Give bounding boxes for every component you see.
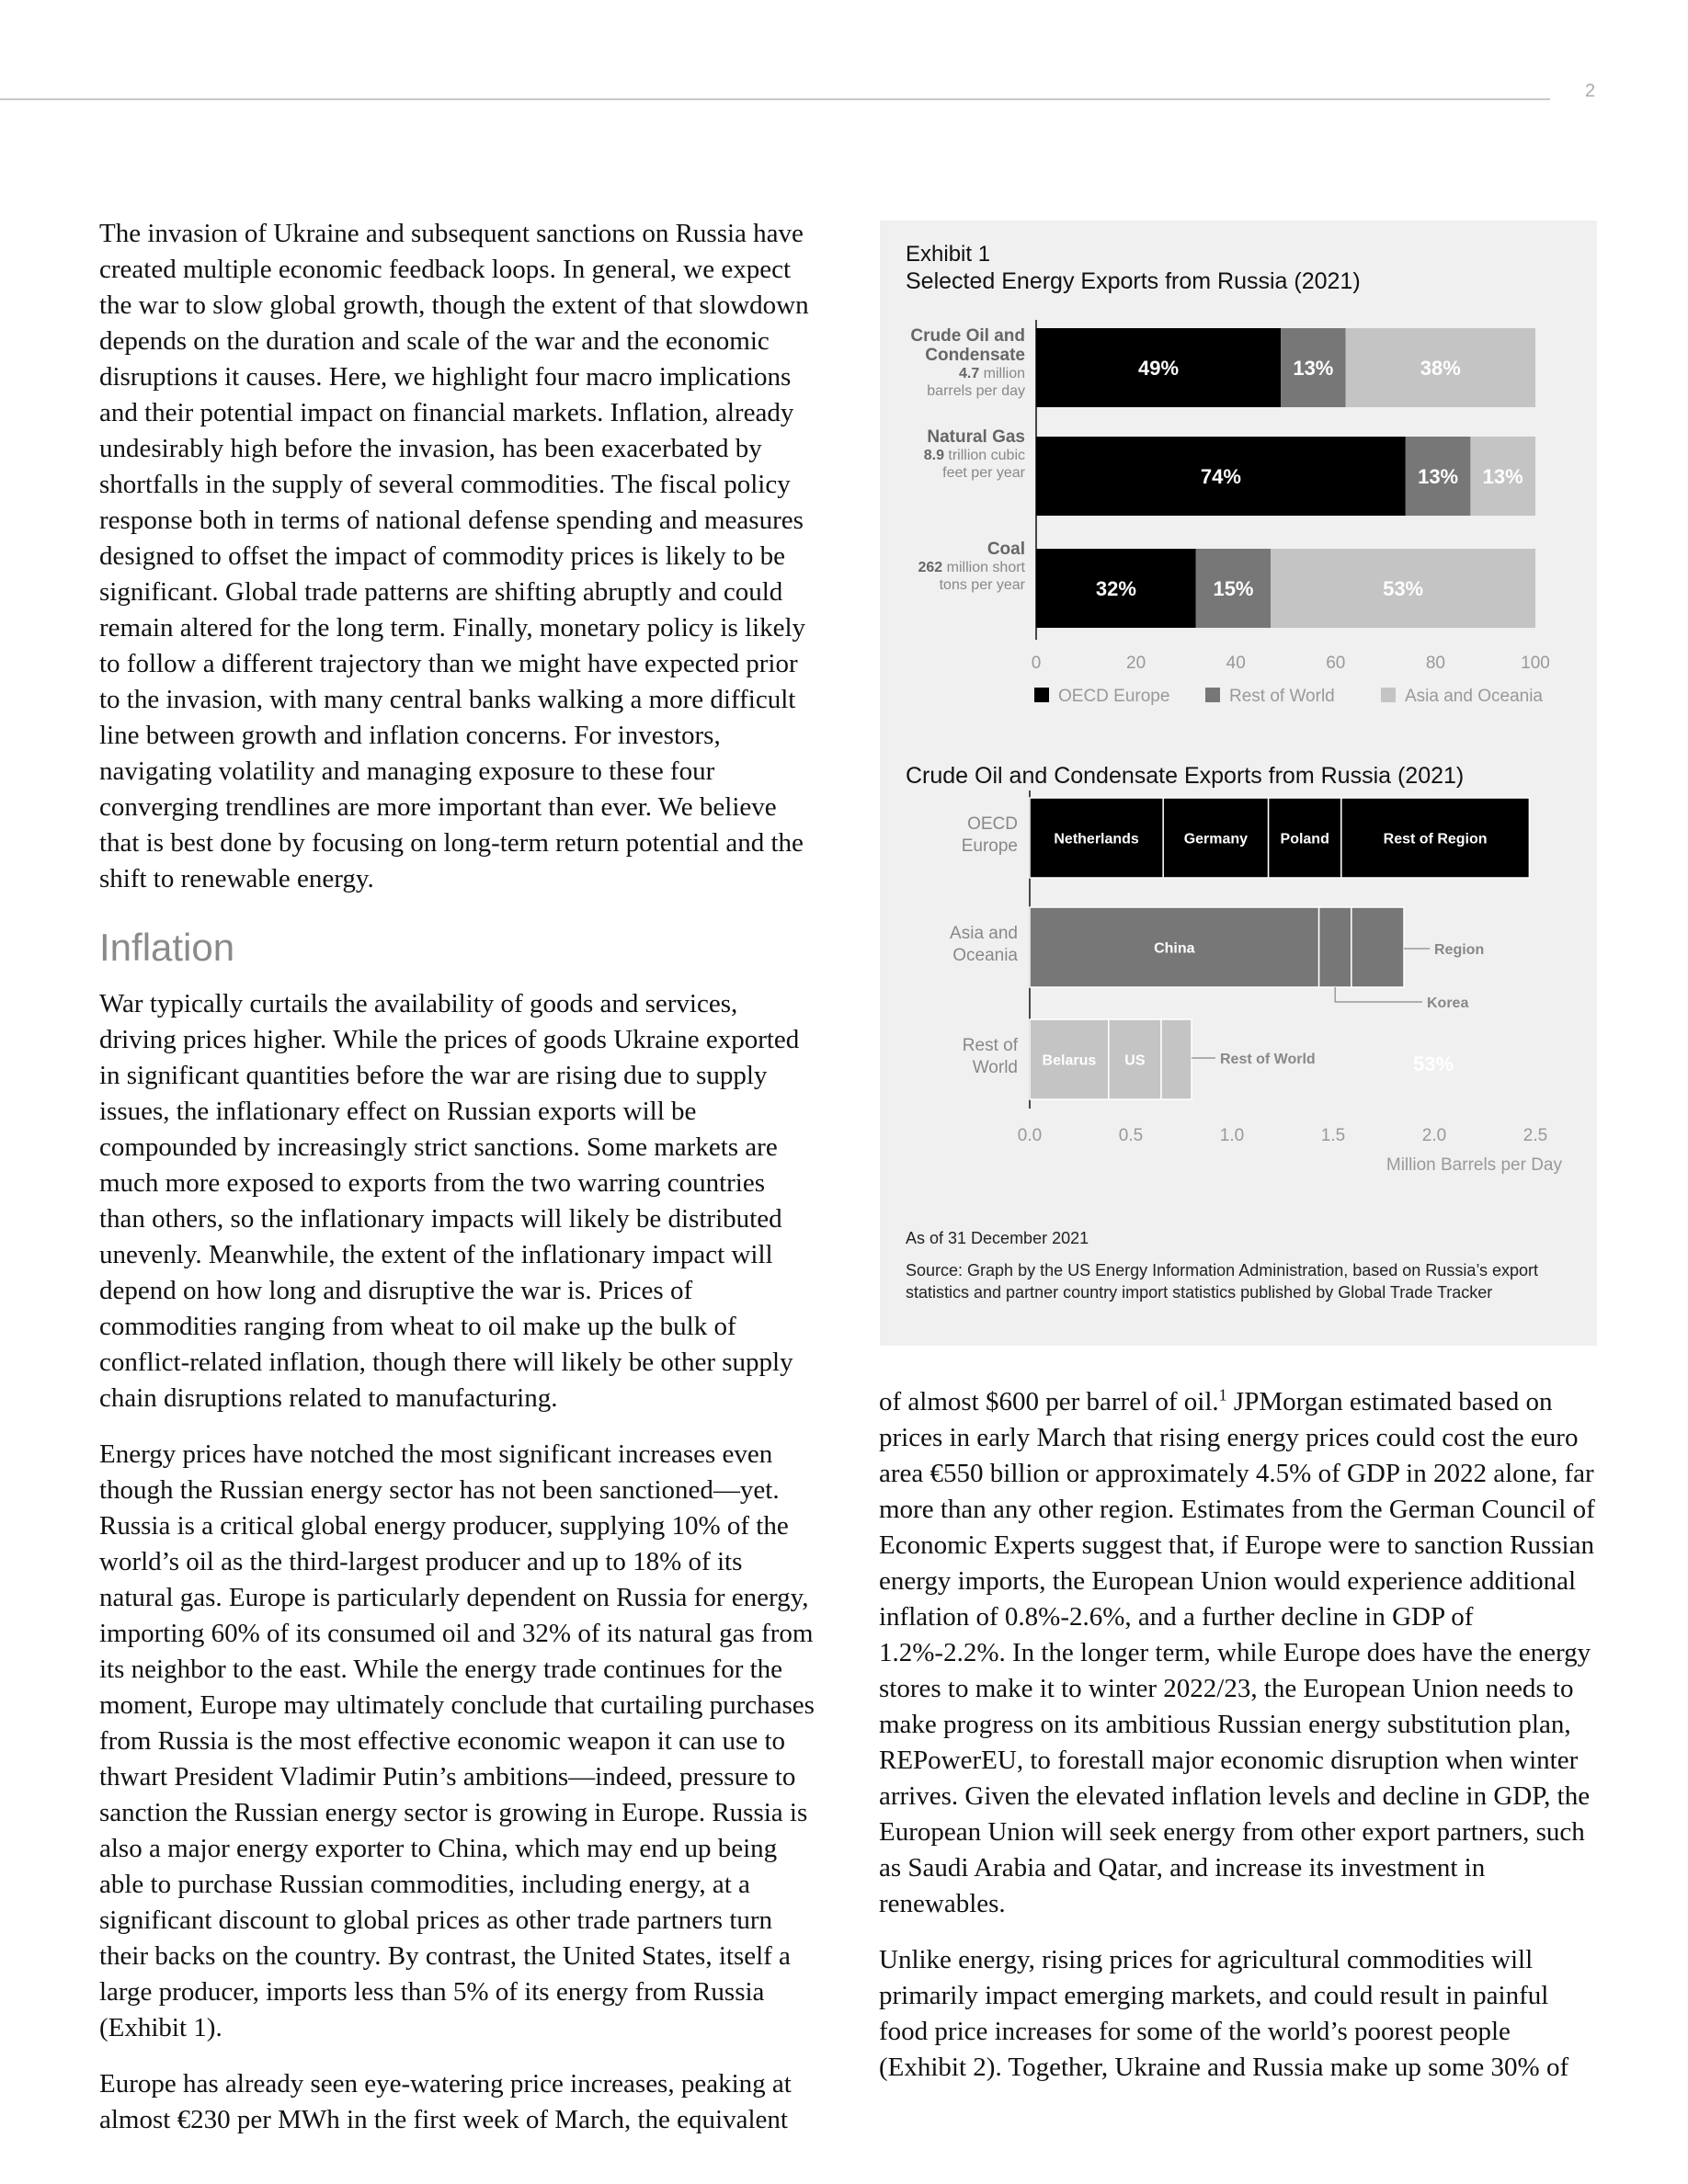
group-label: OECD xyxy=(967,814,1018,834)
segment-unlabeled-2 xyxy=(1352,907,1404,987)
right-paragraph-1-rest: JPMorgan estimated based on prices in early March that rising energy prices could cost the euro area €550 billion or approximately 4.5% of GDP in 2022 alone, far more than any other region. Estimates from the German Council of Economic Experts suggest that, if Europe were to sanction Russian energy imports, the European Union would experience additional inflation of 0.8%-2.6%, and a further decline in GDP of 1.2%-2.2%. In the longer term, while Europe does have the energy stores to make it to winter 2022/23, the European Union needs to make progress on its ambitious Russian energy substitution plan, REPowerEU, to forestall major economic disruption when winter arrives. Given the elevated inflation levels and decline in GDP, the European Union will seek energy from other export partners, such as Saudi Arabia and Qatar, and increase its investment in renewables. xyxy=(879,1387,1595,1918)
category-label: Coal xyxy=(987,540,1025,559)
segment-label: Netherlands xyxy=(1054,831,1139,847)
segment-label: Germany xyxy=(1183,831,1249,847)
bar-value-label: 13% xyxy=(1482,465,1523,488)
segment-label: Belarus xyxy=(1042,1052,1097,1069)
group-label: World xyxy=(972,1058,1018,1077)
chart1-x-tick: 40 xyxy=(1226,654,1246,673)
chart2-x-tick: 1.0 xyxy=(1219,1126,1245,1145)
segment-label: China xyxy=(1154,940,1195,957)
energy-exports-chart xyxy=(880,221,1597,735)
crude-oil-exports-chart xyxy=(880,791,1597,1213)
right-paragraph-2: Unlike energy, rising prices for agricultural commodities will primarily impact emerging markets, and could result in painful food price increases for some of the world’s poorest people (Exhibit 2). Together, Ukraine and Russia make up some 30% of xyxy=(879,1945,1569,2082)
bar-value-label: 15% xyxy=(1213,577,1254,600)
segment-label: US xyxy=(1124,1052,1146,1069)
right-column xyxy=(879,1384,1596,2086)
bar-value-label: 49% xyxy=(1138,357,1180,380)
category-amount: 4.7 million xyxy=(958,366,1025,381)
callout-line-korea xyxy=(1335,987,1422,1002)
as-of-note: As of 31 December 2021 xyxy=(906,1229,1089,1247)
segment-label: Poland xyxy=(1280,831,1329,847)
category-label: Crude Oil and xyxy=(910,326,1025,346)
category-unit: feet per year xyxy=(942,465,1025,481)
intro-paragraph: The invasion of Ukraine and subsequent sanctions on Russia have created multiple economic feedback loops. In general, we expect the war to slow global growth, though the extent of that slowdown depends on the duration and scale of the war and the economic disruptions it causes. Here, we highlight four macro implications and their potential impact on financial markets. Inflation, already undesirably high before the invasion, has been exacerbated by shortfalls in the supply of several commodities. The fiscal policy response both in terms of national defense spending and measures designed to offset the impact of commodity prices is likely to be significant. Global trade patterns are shifting abruptly and could remain altered for the long term. Finally, monetary policy is likely to follow a different trajectory than we might have expected prior to the invasion, with many central banks walking a more difficult line between growth and inflation concerns. For investors, navigating volatility and managing exposure to these four converging trendlines are more important than ever. We believe that is best done by focusing on long-term return potential and the shift to renewable energy. xyxy=(99,219,809,893)
legend-swatch-oecd-europe xyxy=(1034,688,1049,702)
chart2-x-axis-label: Million Barrels per Day xyxy=(1386,1155,1562,1175)
chart1-x-tick: 100 xyxy=(1521,654,1550,673)
bar-value-label: 13% xyxy=(1418,465,1459,488)
legend-swatch-rest-of-world xyxy=(1205,688,1220,702)
page-number: 2 xyxy=(1585,81,1596,101)
callout-label: Region xyxy=(1434,942,1485,958)
bar-value-label: 53% xyxy=(1383,577,1424,600)
chart1-x-tick: 20 xyxy=(1126,654,1146,673)
group-label: Rest of xyxy=(962,1036,1018,1055)
category-label: Condensate xyxy=(925,346,1025,365)
exhibit-label: Exhibit 1 xyxy=(906,242,991,267)
bar-value-label: 13% xyxy=(1293,357,1334,380)
category-amount: 8.9 trillion cubic xyxy=(923,448,1025,463)
group-label: Europe xyxy=(961,836,1018,856)
inflation-paragraph-3: Europe has already seen eye-watering price increases, peaking at almost €230 per MWh in the first week of March, the equivalent xyxy=(99,2069,792,2134)
crude-oil-chart-title: Crude Oil and Condensate Exports from Russia (2021) xyxy=(906,763,1465,789)
right-paragraph-1-start: of almost $600 per barrel of oil. xyxy=(879,1387,1219,1416)
segment-unlabeled-2 xyxy=(1161,1019,1192,1099)
category-unit: tons per year xyxy=(939,577,1025,593)
callout-label: Rest of World xyxy=(1220,1052,1316,1067)
bar-value-label: 74% xyxy=(1200,465,1241,488)
left-column xyxy=(99,216,816,2138)
chart1-x-tick: 60 xyxy=(1326,654,1346,673)
chart2-x-tick: 0.5 xyxy=(1118,1126,1144,1145)
category-unit: barrels per day xyxy=(927,383,1025,399)
source-note: Source: Graph by the US Energy Information Administration, based on Russia’s export statistics and partner country import statistics published by Global Trade Tracker xyxy=(906,1261,1539,1302)
chart1-x-tick: 0 xyxy=(1031,654,1042,673)
footnote-marker[interactable]: 1 xyxy=(1218,1385,1227,1405)
category-label: Natural Gas xyxy=(927,427,1025,447)
chart1-x-tick: 80 xyxy=(1425,654,1445,673)
chart2-x-tick: 2.5 xyxy=(1523,1126,1548,1145)
chart2-x-tick: 2.0 xyxy=(1421,1126,1447,1145)
legend-swatch-asia-and-oceania xyxy=(1381,688,1396,702)
legend-label: Asia and Oceania xyxy=(1405,687,1543,706)
chart2-x-tick: 1.5 xyxy=(1320,1126,1346,1145)
exhibit-title: Selected Energy Exports from Russia (2021) xyxy=(906,268,1361,294)
exhibit-panel xyxy=(880,221,1597,1346)
segment-label: Rest of Region xyxy=(1383,831,1488,847)
inflation-paragraph-1: War typically curtails the availability of goods and services, driving prices higher. While the prices of goods Ukraine exported in significant quantities before the war are rising due to supply issues, the inflationary effect on Russian exports will be compounded by increasingly strict sanctions. Some markets are much more exposed to exports from the two warring countries than others, so the inflationary impacts will likely be distributed unevenly. Meanwhile, the extent of the inflationary impact will depend on how long and disruptive the war is. Prices of commodities ranging from wheat to oil make up the bulk of conflict-related inflation, though there will likely be other supply chain disruptions related to manufacturing. xyxy=(99,989,800,1413)
callout-label: Korea xyxy=(1427,995,1469,1011)
segment-unlabeled-1 xyxy=(1319,907,1352,987)
inflation-paragraph-2: Energy prices have notched the most significant increases even though the Russian energy sector has not been sanctioned—yet. Russia is a critical global energy producer, supplying 10% of the world’s oil as the third-largest producer and up to 18% of its natural gas. Europe is particularly dependent on Russia for energy, importing 60% of its consumed oil and 32% of its natural gas from its neighbor to the east. While the energy trade continues for the moment, Europe may ultimately conclude that curtailing purchases from Russia is the most effective economic weapon it can use to thwart President Vladimir Putin’s ambitions—indeed, pressure to sanction the Russian energy sector is growing in Europe. Russia is also a major energy exporter to China, which may end up being able to purchase Russian commodities, including energy, at a significant discount to global prices as other trade partners turn their backs on the country. By contrast, the United States, itself a large producer, imports less than 5% of its energy from Russia (Exhibit 1). xyxy=(99,1439,815,2042)
legend-label: Rest of World xyxy=(1229,687,1335,706)
bar-value-label: 38% xyxy=(1420,357,1461,380)
category-amount: 262 million short xyxy=(918,560,1025,575)
group-label: Asia and xyxy=(950,924,1018,943)
ghost-value-label: 53% xyxy=(1413,1052,1454,1075)
bar-value-label: 32% xyxy=(1095,577,1136,600)
group-label: Oceania xyxy=(952,946,1018,965)
inflation-heading: Inflation xyxy=(99,926,235,969)
right-paragraph-1 xyxy=(879,1384,1596,1922)
chart2-x-tick: 0.0 xyxy=(1017,1126,1043,1145)
header-rule xyxy=(0,98,1550,100)
legend-label: OECD Europe xyxy=(1058,687,1170,706)
